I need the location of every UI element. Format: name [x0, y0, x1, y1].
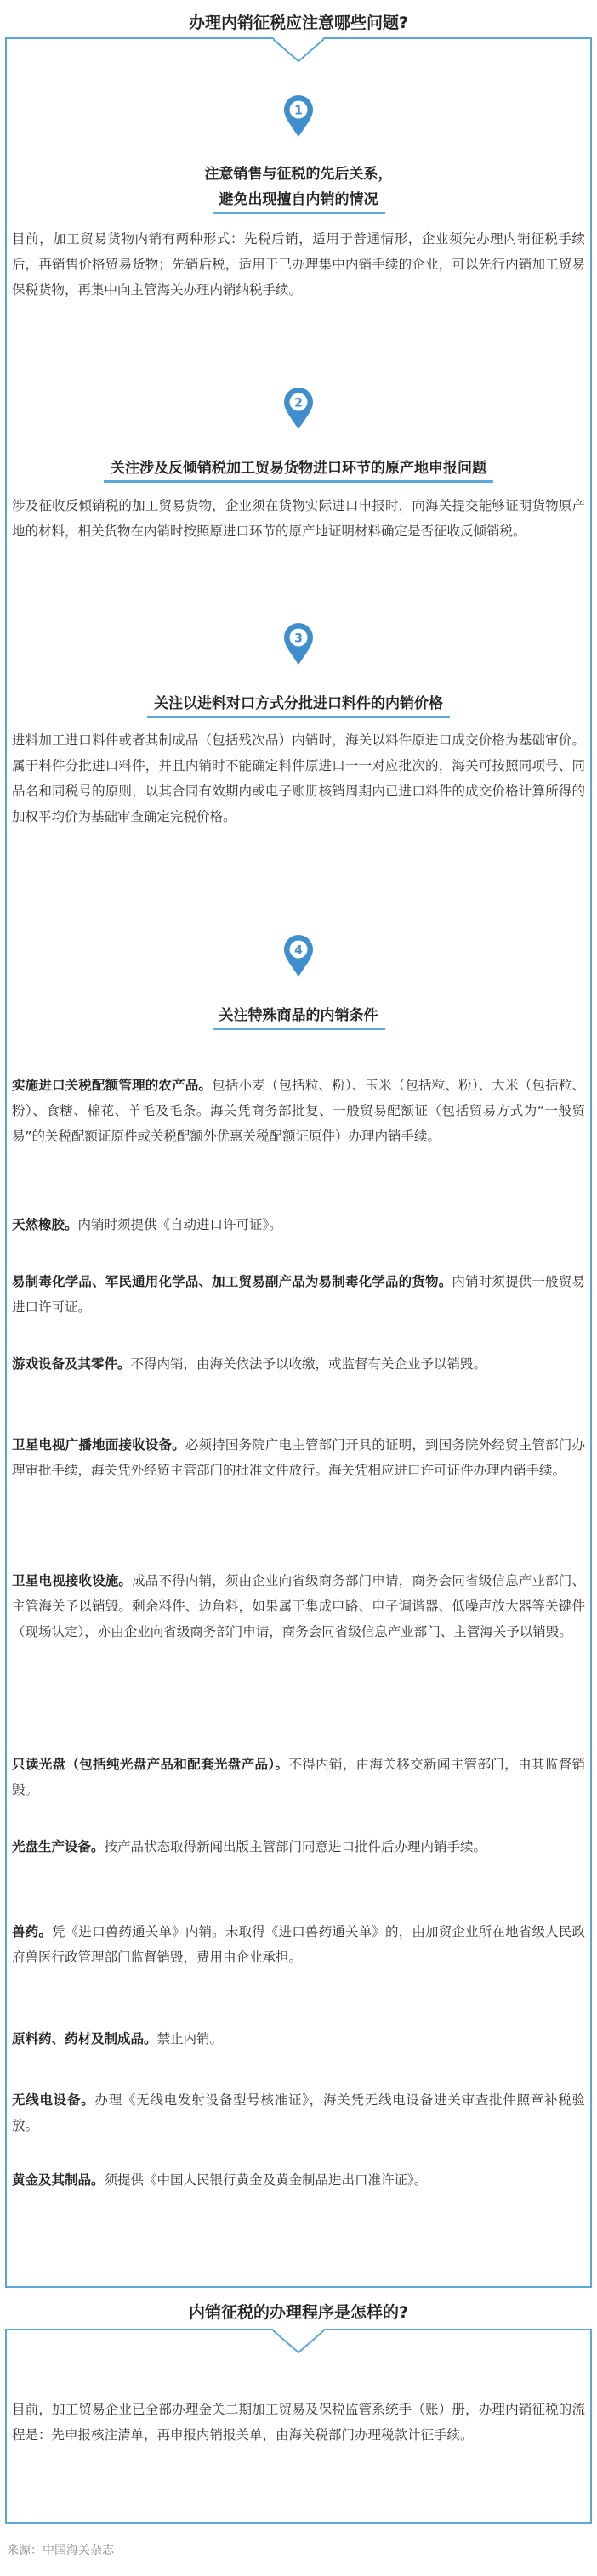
item-text: 内销时须提供一般贸易进口许可证。: [12, 1274, 585, 1315]
item-text: 必须持国务院广电主管部门开具的证明，到国务院外经贸主管部门办理审批手续，海关凭外经贸主管部门的批准文件放行。海关凭相应进口许可证件办理内销手续。: [12, 1437, 585, 1478]
item-heading: 卫星电视广播地面接收设备。: [12, 1437, 185, 1452]
section-2-body: 涉及征收反倾销税的加工贸易货物，企业须在货物实际进口申报时，向海关提交能够证明货物原产地的材料，相关货物在内销时按照原进口环节的原产地证明材料确定是否征收反倾销税。: [12, 498, 585, 539]
section-3-body: 进料加工进口料件或者其制成品（包括残次品）内销时，海关以料件原进口成交价格为基础审价。属于料件分批进口料件，并且内销时不能确定料件原进口一一对应批次的，海关可按照同项号、同品名和同税号的原则，以其合同有效期内或电子账册核销周期内已进口料件的成交价格计算所得的加权平均价为基础审查确定完税价格。: [12, 733, 585, 824]
item-heading: 无线电设备。: [12, 2092, 95, 2108]
procedure-body: 目前，加工贸易企业已全部办理金关二期加工贸易及保税监管系统手（账）册，办理内销征税的流程是：先申报核注清单，再申报内销报关单，由海关税部门办理税款计征手续。: [12, 2402, 585, 2443]
item-text: 凭《进口兽药通关单》内销。未取得《进口兽药通关单》的，由加贸企业所在地省级人民政府兽医行政管理部门监督销毁，费用由企业承担。: [12, 1924, 585, 1965]
frame-notch-icon: [273, 2329, 324, 2354]
special-goods-item: [12, 1568, 585, 1645]
item-heading: 兽药。: [12, 1924, 53, 1939]
special-goods-item: [12, 1269, 585, 1320]
special-goods-item: [12, 2087, 585, 2138]
item-text: 办理《无线电发射设备型号核准证》，海关凭无线电设备进关审查批件照章补税验放。: [12, 2092, 585, 2133]
section-2-title: [0, 456, 597, 481]
item-text: 成品不得内销，须由企业向省级商务部门申请，商务会同省级信息产业部门、主管海关予以销毁。剩余料件、边角料，如果属于集成电路、电子调谐器、低噪声放大器等关键件（现场认定），亦由企业向省级商务部门申请，商务会同省级信息产业部门、主管海关予以销毁。: [12, 1573, 585, 1639]
item-text: 按产品状态取得新闻出版主管部门同意进口批件后办理内销手续。: [104, 1839, 487, 1854]
special-goods-item: [12, 1919, 585, 1970]
number-pin-icon: [283, 623, 314, 665]
item-heading: 游戏设备及其零件。: [12, 1356, 131, 1372]
page-title: 办理内销征税应注意哪些问题?: [188, 14, 409, 32]
item-text: 须提供《中国人民银行黄金及黄金制品进出口准许证》。: [104, 2172, 428, 2188]
special-goods-item: [12, 1752, 585, 1803]
frame-notch-icon: [273, 37, 324, 63]
svg-text:4: 4: [294, 943, 303, 958]
section-1-title-line2: [0, 187, 597, 212]
section-2-title-underlined: 关注涉及反倾销税加工贸易货物进口环节的原产地申报问题: [104, 460, 493, 483]
special-goods-item: [12, 2167, 585, 2193]
number-pin-icon: [283, 935, 314, 977]
section-1-title-underlined: 避免出现擅自内销的情况: [213, 191, 385, 214]
number-pin-icon: [283, 388, 314, 430]
item-text: 包括小麦（包括粒、粉）、玉米（包括粒、粉）、大米（包括粒、粉）、食糖、棉花、羊毛及毛条。海关凭商务部批复、一般贸易配额证（包括贸易方式为“一般贸易”的关税配额证原件或关税配额外优惠关税配额证原件）办理内销手续。: [12, 1078, 585, 1144]
item-text: 不得内销，由海关依法予以收缴，或监督有关企业予以销毁。: [130, 1356, 487, 1372]
number-pin-icon: [283, 95, 314, 138]
section-3-title: [0, 691, 597, 716]
item-heading: 易制毒化学品、军民通用化学品、加工贸易副产品为易制毒化学品的货物。: [12, 1274, 452, 1289]
section-1-body: 目前，加工贸易货物内销有两种形式：先税后销，适用于普通情形，企业须先办理内销征税手续后，再销售价格贸易货物；先销后税，适用于已办理集中内销手续的企业，可以先行内销加工贸易保税货物，再集中向主管海关办理内销纳税手续。: [12, 231, 585, 297]
section-4-title-underlined: 关注特殊商品的内销条件: [213, 1007, 385, 1030]
special-goods-item: [12, 2026, 585, 2052]
item-heading: 天然橡胶。: [12, 1217, 78, 1232]
special-goods-item: [12, 1432, 585, 1483]
svg-text:3: 3: [294, 631, 303, 646]
special-goods-item: [12, 1834, 585, 1860]
item-heading: 卫星电视接收设施。: [12, 1573, 133, 1588]
special-goods-item: [12, 1212, 585, 1237]
item-heading: 实施进口关税配额管理的农产品。: [12, 1078, 213, 1093]
procedure-title: 内销征税的办理程序是怎样的?: [188, 2303, 409, 2322]
item-heading: 黄金及其制品。: [12, 2172, 105, 2188]
source-credit: 来源：中国海关杂志: [7, 2544, 114, 2557]
svg-text:1: 1: [294, 104, 303, 118]
item-heading: 原料药、药材及制成品。: [12, 2031, 157, 2047]
special-goods-item: [12, 1073, 585, 1149]
section-4-title: [0, 1003, 597, 1028]
item-text: 禁止内销。: [156, 2031, 224, 2047]
special-goods-item: [12, 1351, 585, 1377]
item-text: 内销时须提供《自动进口许可证》。: [77, 1217, 282, 1232]
section-1-title-line1: 注意销售与征税的先后关系，: [204, 166, 393, 183]
section-3-title-underlined: 关注以进料对口方式分批进口料件的内销价格: [147, 695, 450, 718]
item-text: 不得内销，由海关移交新闻主管部门，由其监督销毁。: [12, 1757, 585, 1798]
item-heading: 只读光盘（包括纯光盘产品和配套光盘产品）。: [12, 1757, 289, 1772]
item-heading: 光盘生产设备。: [12, 1839, 105, 1854]
svg-text:2: 2: [294, 396, 303, 410]
